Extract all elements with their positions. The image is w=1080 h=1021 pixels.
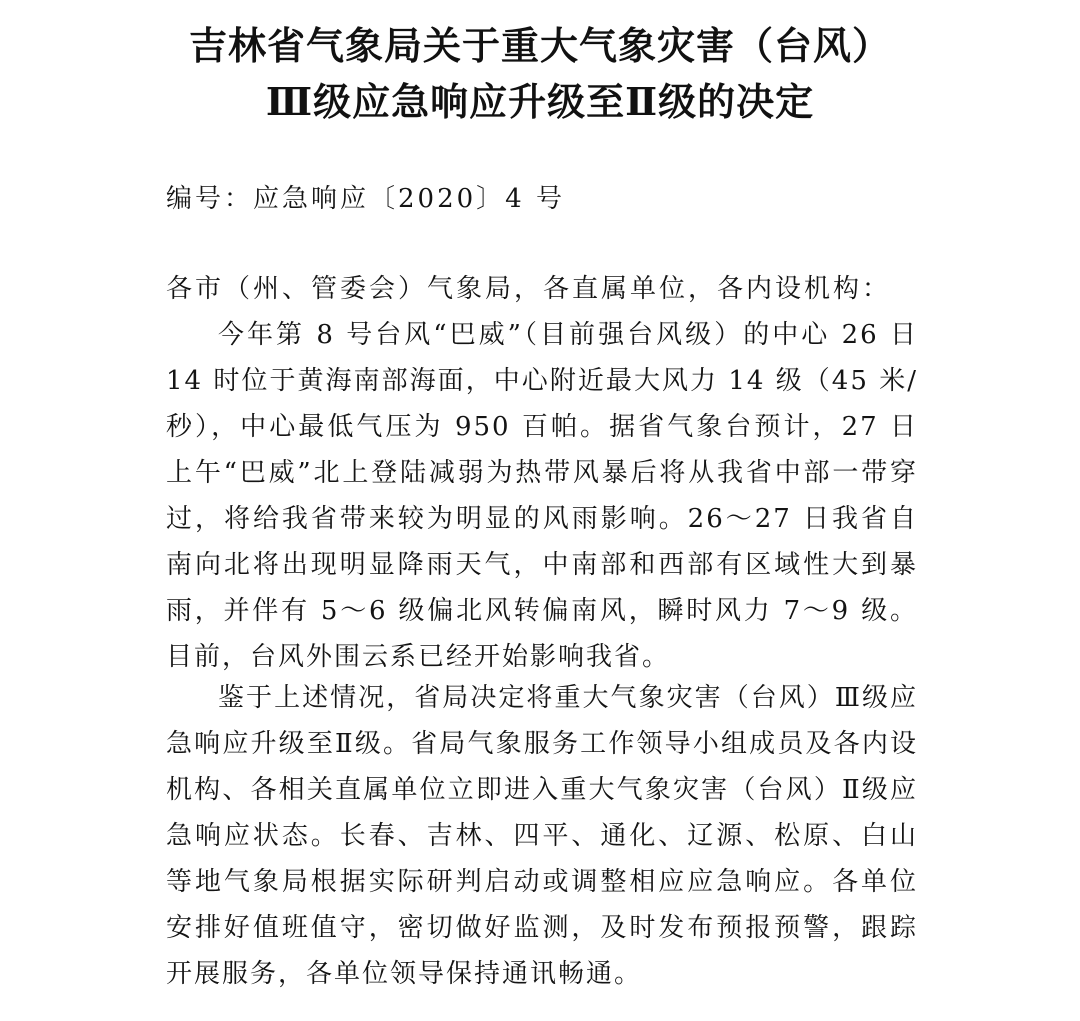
document-title-line-2: Ⅲ级应急响应升级至Ⅱ级的决定 [265, 79, 815, 124]
body-paragraph-2: 鉴于上述情况，省局决定将重大气象灾害（台风）Ⅲ级应急响应升级至Ⅱ级。省局气象服务工作领导小组成员及各内设机构、各相关直属单位立即进入重大气象灾害（台风）Ⅱ级应急响应状态。长春、吉林、四平、通化、辽源、松原、白山等地气象局根据实际研判启动或调整相应应急响应。各单位安排好值班值守，密切做好监测，及时发布预报预警，跟踪开展服务，各单位领导保持通讯畅通。 [166, 683, 918, 989]
salutation: 各市（州、管委会）气象局，各直属单位，各内设机构： [166, 274, 892, 304]
document-title-line-1: 吉林省气象局关于重大气象灾害（台风） [188, 23, 891, 68]
document-number: 编号：应急响应〔2020〕4 号 [166, 184, 565, 214]
body-paragraph-1: 今年第 8 号台风“巴威”（目前强台风级）的中心 26 日 14 时位于黄海南部海面，中心附近最大风力 14 级（45 米/秒），中心最低气压为 950 百帕。据省气象台预计，27 日上午“巴威”北上登陆减弱为热带风暴后将从我省中部一带穿过，将给我省带来较为明显的风雨影响。26～27 日我省自南向北将出现明显降雨天气，中南部和西部有区域性大到暴雨，并伴有 5～6 级偏北风转偏南风，瞬时风力 7～9 级。目前，台风外围云系已经开始影响我省。 [166, 320, 918, 672]
